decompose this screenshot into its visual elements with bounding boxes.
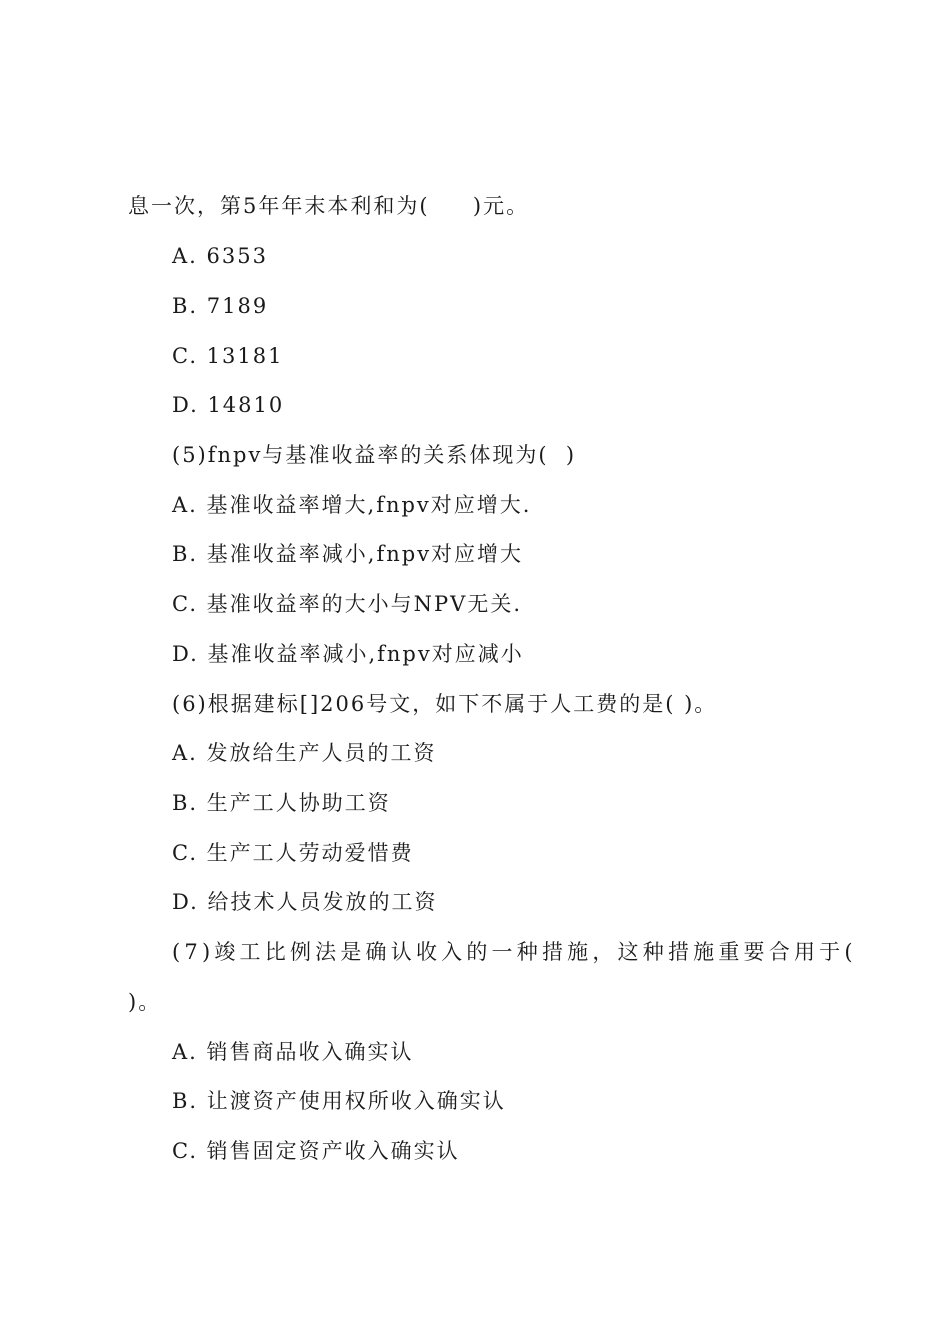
q5-option-a: A. 基准收益率增大,fnpv对应增大. — [172, 493, 532, 517]
q6-option-c: C. 生产工人劳动爱惜费 — [172, 841, 414, 865]
q5-option-b: B. 基准收益率减小,fnpv对应增大 — [172, 542, 524, 566]
question-7-continuation: )。 — [128, 990, 162, 1014]
question-7: (7)竣工比例法是确认收入的一种措施，这种措施重要合用于( — [172, 940, 857, 964]
q5-option-d: D. 基准收益率减小,fnpv对应减小 — [172, 642, 524, 666]
q6-option-d: D. 给技术人员发放的工资 — [172, 890, 438, 914]
question-6: (6)根据建标[]206号文，如下不属于人工费的是( )。 — [172, 692, 718, 716]
q7-option-a: A. 销售商品收入确实认 — [172, 1040, 414, 1064]
q5-option-c: C. 基准收益率的大小与NPV无关. — [172, 592, 523, 616]
q4-option-a: A. 6353 — [172, 244, 268, 268]
q7-option-c: C. 销售固定资产收入确实认 — [172, 1139, 460, 1163]
question-5: (5)fnpv与基准收益率的关系体现为( ) — [172, 443, 577, 467]
q6-option-a: A. 发放给生产人员的工资 — [172, 741, 437, 765]
q7-option-b: B. 让渡资产使用权所收入确实认 — [172, 1089, 506, 1113]
question-4-continuation: 息一次，第5年年末本利和为( )元。 — [128, 194, 530, 218]
q4-option-c: C. 13181 — [172, 344, 284, 368]
q6-option-b: B. 生产工人协助工资 — [172, 791, 391, 815]
q4-option-d: D. 14810 — [172, 393, 285, 417]
q4-option-b: B. 7189 — [172, 294, 269, 318]
